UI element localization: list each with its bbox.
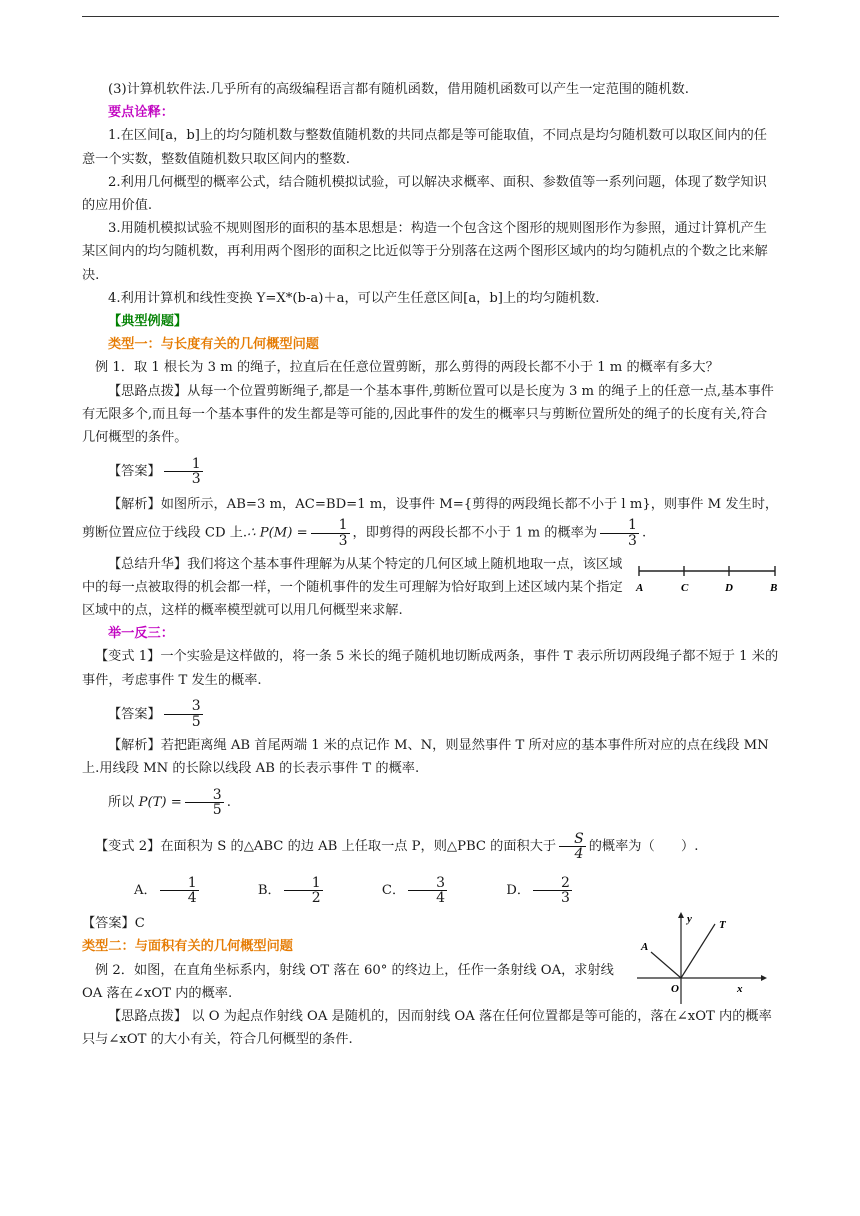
label-c: C xyxy=(681,581,689,594)
fraction-numerator: 1 xyxy=(600,518,639,534)
choice-fraction xyxy=(408,876,447,906)
example-1-hint xyxy=(82,380,779,450)
key-point-1: 1.在区间[a，b]上的均匀随机数与整数值随机数的共同点都是等可能取值，不同点是均匀随机数可以取区间内的任意一个实数，整数值随机数只取区间内的整数. xyxy=(82,128,767,167)
fraction-denominator: 3 xyxy=(191,471,201,488)
header-rule xyxy=(82,16,779,17)
probability-formula: ∴ P(M) = xyxy=(247,525,308,541)
choice-letter: B． xyxy=(257,883,281,899)
example-2-hint xyxy=(82,1005,779,1051)
answer-label: 【答案】 xyxy=(82,916,135,932)
choice-a[interactable] xyxy=(108,872,202,910)
hint-label: 【思路点拨】 xyxy=(108,1009,188,1025)
formula-end: . xyxy=(226,795,231,811)
fraction-denominator: 3 xyxy=(338,532,348,549)
key-point-3: 3.用随机模拟试验不规则图形的面积的基本思想是：构造一个包含这个图形的规则图形作为参照，通过计算机产生某区间内的均匀随机数，再利用两个图形的面积之比近似等于分别落在这两个图形区域内的均匀随机点的个数之比来解决. xyxy=(82,221,768,283)
example-2-question: 例 2．如图，在直角坐标系内，射线 OT 落在 60° 的终边上，任作一条射线 OA，求射线 OA 落在∠xOT 内的概率. xyxy=(82,962,614,1001)
key-point-2: 2.利用几何概型的概率公式，结合随机模拟试验，可以解决求概率、面积、参数值等一系列问题，体现了数学知识的应用价值. xyxy=(82,174,767,214)
fraction-denominator: 5 xyxy=(212,802,222,819)
type-1-title: 类型一：与长度有关的几何概型问题 xyxy=(108,337,319,353)
label-o: O xyxy=(671,983,679,996)
variant-1-text: 一个实验是这样做的，将一条 5 米长的绳子随机地切断成两条，事件 T 表示所切两段绳子都不短于 1 米的事件，考虑事件 T 发生的概率. xyxy=(82,649,779,688)
choices-row xyxy=(82,872,779,910)
fraction-denominator: 2 xyxy=(311,890,321,907)
choice-letter: D． xyxy=(506,883,531,899)
fraction-numerator: S xyxy=(559,832,586,848)
answer-label: 【答案】 xyxy=(108,706,161,722)
variant-2-text: 在面积为 S 的△ABC 的边 AB 上任取一点 P，则△PBC 的面积大于 xyxy=(160,839,557,855)
variant-1-answer xyxy=(82,696,779,734)
ray-ot xyxy=(681,924,715,978)
probability-fraction xyxy=(311,518,350,548)
label-b: B xyxy=(770,581,778,594)
analysis-label: 【解析】 xyxy=(108,737,161,753)
label-y: y xyxy=(687,913,692,926)
fraction-numerator: 3 xyxy=(185,788,224,804)
practice-heading: 举一反三： xyxy=(108,626,174,642)
variant-2-question xyxy=(82,828,779,866)
key-point-4: 4.利用计算机和线性变换 Y=X*(b-a)＋a，可以产生任意区间[a，b]上的均匀随机数. xyxy=(108,290,600,306)
document-body xyxy=(82,78,779,1051)
fraction-denominator: 4 xyxy=(436,890,446,907)
summary-label: 【总结升华】 xyxy=(108,556,188,572)
choice-d[interactable] xyxy=(480,872,575,910)
example-1-answer xyxy=(82,453,779,491)
so-text: 所以 xyxy=(108,795,135,811)
choice-c[interactable] xyxy=(356,872,450,910)
variant-2-text-2: 的概率为（ ）. xyxy=(588,839,699,855)
fraction-denominator: 4 xyxy=(187,890,197,907)
type-2-title: 类型二：与面积有关的几何概型问题 xyxy=(82,939,293,955)
fraction-numerator: 1 xyxy=(160,876,199,892)
label-a: A xyxy=(636,581,644,594)
choice-letter: A． xyxy=(134,883,157,899)
analysis-text: 如图所示，AB=3 m，AC=BD=1 m，设事件 M={剪得的两段绳长都不小于 l m}，则事件 M 发生时，剪断位置应位于线段 CD 上. xyxy=(82,497,779,541)
label-t: T xyxy=(719,919,726,932)
answer-fraction xyxy=(164,457,203,487)
hint-label: 【思路点拨】 xyxy=(108,383,188,399)
fraction-denominator: 5 xyxy=(191,713,201,730)
fraction-numerator: 1 xyxy=(284,876,323,892)
fraction-numerator: 2 xyxy=(533,876,572,892)
examples-heading: 【典型例题】 xyxy=(108,314,188,330)
label-x: x xyxy=(737,983,743,996)
analysis-text: 若把距离绳 AB 首尾两端 1 米的点记作 M、N，则显然事件 T 所对应的基本事件所对应的点在线段 MN 上.用线段 MN 的长除以线段 AB 的长表示事件 T 的概率. xyxy=(82,737,769,777)
summary-text: 我们将这个基本事件理解为从某个特定的几何区域上随机地取一点，该区域中的每一点被取得的机会都一样，一个随机事件的发生可理解为恰好取到上述区域内某个指定区域中的点，这样的概率模型就可以用几何概型来求解. xyxy=(82,556,623,619)
probability-fraction xyxy=(185,788,224,818)
variant-1-label: 【变式 1】 xyxy=(95,649,161,665)
method-3-paragraph: (3)计算机软件法.几乎所有的高级编程语言都有随机函数，借用随机函数可以产生一定范围的随机数. xyxy=(108,82,689,97)
hint-text: 从每一个位置剪断绳子,都是一个基本事件,剪断位置可以是长度为 3 m 的绳子上的任意一点,基本事件有无限多个,而且每一个基本事件的发生都是等可能的,因此事件的发生的概率只与剪断位置所处的绳子的长度有关,符合几何概型的条件。 xyxy=(82,383,774,446)
variant-1-formula xyxy=(82,784,779,822)
area-fraction xyxy=(559,832,586,862)
analysis-end: . xyxy=(641,525,647,541)
fraction-denominator: 3 xyxy=(628,532,637,549)
choice-b[interactable] xyxy=(232,872,326,910)
variant-1-question xyxy=(82,645,779,691)
type-2-block xyxy=(82,912,779,1051)
analysis-label: 【解析】 xyxy=(108,497,161,513)
fraction-numerator: 3 xyxy=(164,699,203,715)
probability-fraction-2 xyxy=(600,518,639,548)
probability-formula: P(T) = xyxy=(138,795,182,811)
ray-oa xyxy=(651,952,681,978)
choice-fraction xyxy=(160,876,199,906)
fraction-numerator: 1 xyxy=(311,518,350,534)
answer-value: C xyxy=(134,916,145,932)
choice-fraction xyxy=(284,876,323,906)
fraction-denominator: 3 xyxy=(561,890,570,907)
segment-figure xyxy=(635,559,779,599)
variant-1-analysis xyxy=(82,734,779,780)
fraction-denominator: 4 xyxy=(574,846,584,863)
coordinate-figure xyxy=(637,912,767,1004)
summary-block xyxy=(82,553,779,623)
fraction-numerator: 1 xyxy=(164,457,203,473)
choice-letter: C． xyxy=(381,883,406,899)
label-d: D xyxy=(725,581,733,594)
x-axis-arrow xyxy=(761,975,767,981)
choice-fraction xyxy=(533,876,572,906)
analysis-text-2: ，即剪得的两段长都不小于 1 m 的概率为 xyxy=(352,525,598,541)
y-axis-arrow xyxy=(678,912,684,918)
answer-fraction xyxy=(164,699,203,729)
key-points-heading: 要点诠释： xyxy=(108,105,174,121)
answer-label: 【答案】 xyxy=(108,464,161,480)
example-1-analysis xyxy=(82,491,779,548)
fraction-numerator: 3 xyxy=(408,876,447,892)
label-a: A xyxy=(641,941,649,954)
hint-text: 以 O 为起点作射线 OA 是随机的，因而射线 OA 落在任何位置都是等可能的，落在∠xOT 内的概率只与∠xOT 的大小有关，符合几何概型的条件. xyxy=(82,1009,772,1048)
variant-2-label: 【变式 2】 xyxy=(95,839,161,855)
example-1-question: 例 1．取 1 根长为 3 m 的绳子，拉直后在任意位置剪断，那么剪得的两段长都不小于 1 m 的概率有多大？ xyxy=(95,360,719,376)
